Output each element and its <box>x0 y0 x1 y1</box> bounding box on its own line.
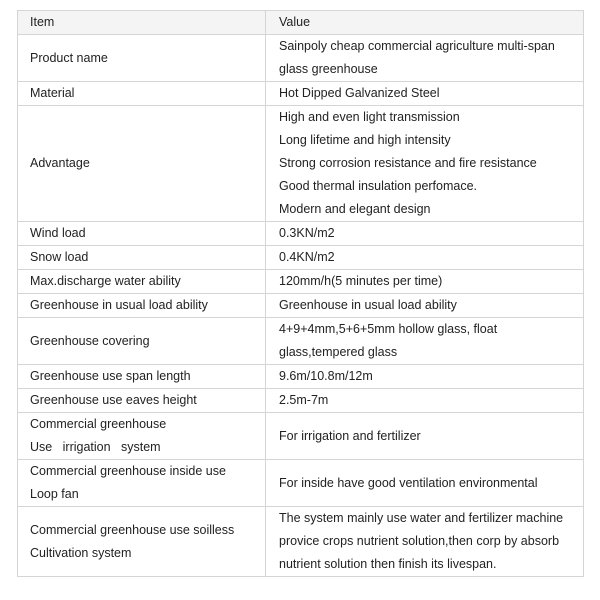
row-value-cell <box>266 318 584 365</box>
row-item-cell <box>18 365 266 389</box>
table-row <box>18 365 584 389</box>
row-item-label: Commercial greenhouse use soilless <box>30 522 235 537</box>
row-value-text: nutrient solution then finish its livespan. <box>279 557 497 571</box>
row-item-label: Greenhouse use span length <box>30 369 191 383</box>
row-value-text: Strong corrosion resistance and fire resistance <box>279 156 537 170</box>
header-item: Item <box>18 11 266 35</box>
table-row <box>18 460 584 507</box>
row-item-cell <box>18 294 266 318</box>
row-value-text: Greenhouse in usual load ability <box>279 298 457 312</box>
row-item-label: Max.discharge water ability <box>30 274 181 288</box>
row-item-label: Wind load <box>30 226 86 240</box>
row-value-cell <box>266 270 584 294</box>
row-value-cell <box>266 82 584 106</box>
row-value-text: For irrigation and fertilizer <box>279 428 421 443</box>
row-value-text: The system mainly use water and fertilizer machine <box>279 511 564 525</box>
row-value-cell <box>266 413 584 460</box>
row-item-label: Greenhouse in usual load ability <box>30 298 208 312</box>
row-value-text: 9.6m/10.8m/12m <box>279 369 373 383</box>
row-item-label: Commercial greenhouse inside use <box>30 464 226 478</box>
row-value-text: 4+9+4mm,5+6+5mm hollow glass, float <box>279 322 498 336</box>
row-value-text: Modern and elegant design <box>279 202 431 216</box>
row-value-text: 120mm/h(5 minutes per time) <box>279 274 443 288</box>
table-row <box>18 318 584 365</box>
row-value-cell <box>266 246 584 270</box>
row-value-cell <box>266 106 584 222</box>
row-value-text: Good thermal insulation perfomace. <box>279 179 478 193</box>
row-value-text: High and even light transmission <box>279 110 460 124</box>
spec-table-body <box>18 35 584 577</box>
row-item-cell <box>18 106 266 222</box>
row-item-cell <box>18 460 266 507</box>
row-value-text: Long lifetime and high intensity <box>279 133 451 147</box>
table-row <box>18 222 584 246</box>
table-row <box>18 35 584 82</box>
table-row <box>18 389 584 413</box>
table-row <box>18 270 584 294</box>
row-item-label: Product name <box>30 50 108 65</box>
row-value-text: provice crops nutrient solution,then corp by absorb <box>279 534 560 548</box>
row-item-cell <box>18 246 266 270</box>
row-value-cell <box>266 294 584 318</box>
row-item-cell <box>18 82 266 106</box>
row-value-text: For inside have good ventilation environmental <box>279 475 538 490</box>
row-item-label: Greenhouse covering <box>30 333 150 348</box>
spec-table-header <box>18 11 584 35</box>
row-value-text: glass greenhouse <box>279 62 378 76</box>
row-item-cell <box>18 35 266 82</box>
row-value-text: Hot Dipped Galvanized Steel <box>279 86 440 100</box>
spec-table-container <box>17 10 583 577</box>
row-item-cell <box>18 318 266 365</box>
table-row <box>18 82 584 106</box>
row-value-cell <box>266 365 584 389</box>
row-value-cell <box>266 35 584 82</box>
table-row <box>18 106 584 222</box>
row-value-text: 0.4KN/m2 <box>279 250 335 264</box>
row-value-cell <box>266 460 584 507</box>
row-item-label: Use irrigation system <box>30 440 161 454</box>
row-item-cell <box>18 222 266 246</box>
row-value-text: glass,tempered glass <box>279 345 398 359</box>
header-row <box>18 11 584 35</box>
row-value-text: 2.5m-7m <box>279 393 329 407</box>
row-item-label: Advantage <box>30 156 90 170</box>
header-value: Value <box>266 11 584 35</box>
spec-table <box>17 10 584 577</box>
row-item-cell <box>18 413 266 460</box>
row-item-label: Material <box>30 86 75 100</box>
row-item-label: Cultivation system <box>30 545 132 560</box>
table-row <box>18 246 584 270</box>
row-value-cell <box>266 389 584 413</box>
row-item-label: Loop fan <box>30 487 79 501</box>
row-value-text: Sainpoly cheap commercial agriculture multi-span <box>279 39 555 53</box>
table-row <box>18 294 584 318</box>
row-item-cell <box>18 270 266 294</box>
row-item-label: Commercial greenhouse <box>30 417 167 431</box>
row-item-cell <box>18 389 266 413</box>
row-value-cell <box>266 222 584 246</box>
row-value-cell <box>266 507 584 577</box>
table-row <box>18 413 584 460</box>
row-item-label: Greenhouse use eaves height <box>30 393 197 407</box>
row-item-label: Snow load <box>30 250 89 264</box>
row-item-cell <box>18 507 266 577</box>
table-row <box>18 507 584 577</box>
row-value-text: 0.3KN/m2 <box>279 226 335 240</box>
